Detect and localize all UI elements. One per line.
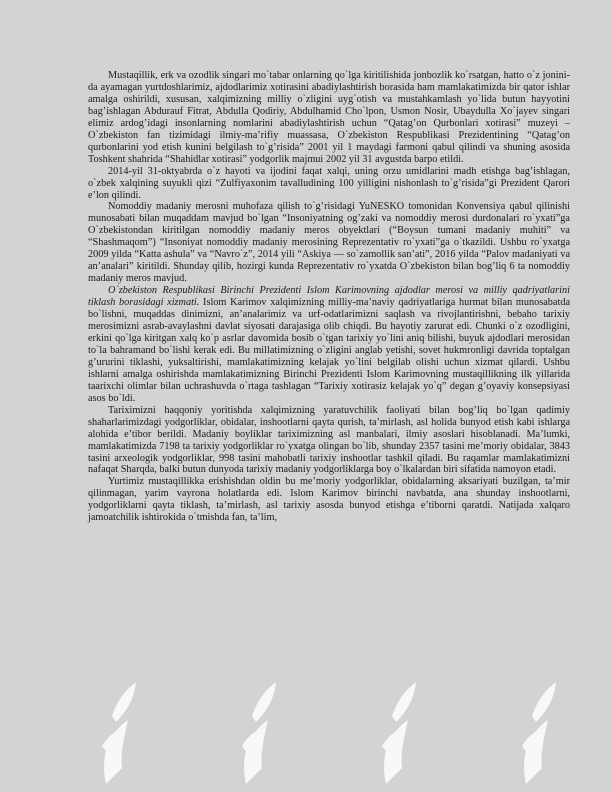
paragraph-1 (88, 70, 570, 166)
paragraph-4-text: Islom Karimov xalqimizning milliy-ma’naviy qadriyatlariga hurmat bilan munosabatda bo`lishni, muqaddas dinimizni, an’analarimiz va urf-odatlarimizni saqlash va rivojlantirishni, bebaho tarixiy merosimizni asrab-avaylashni davlat siyosati darajasiga olib chiqdi. Bu hayotiy zarurat edi. Chunki o`z ozodligini, erkini qo`lga kiritgan xalq ko`p asrlar davomida bosib o`tgan tarixiy yo`lini aniq bilishi, buyuk ajdodlari merosidan to`la bahramand bo`lishi kerak edi. Bu millatimizning o`zligini anglab yetishi, sovet hukmronligi davrida toptalgan g’ururini tiklashi, yuksaltirishi, mamlakatimizning kelajak yo`lini belgilab olishi uchun xizmat qilardi. Ushbu ishlarni amalga oshirishda mamlakatimizning Birinchi Prezidenti Islom Karimovning mustaqillikning ilk yillarida taarixchi olimlar bilan uchrashuvda o`rtaga tashlagan “Tarixiy xotirasiz kelajak yo`q” degan g’oyaviy konsepsiyasi asos bo`ldi. (88, 297, 570, 404)
body-text (88, 70, 570, 524)
paragraph-5 (88, 405, 570, 477)
paragraph-2-text: 2014-yil 31-oktyabrda o`z hayoti va ijodini faqat xalqi, uning orzu umidlarini madh etishga bag’ishlagan, o`zbek xalqining suyukli qizi “Zulfiyaxonim tavalludining 100 yilligini nishonlash to`g’risida”gi Prezident Qarori e’lon qilindi. (88, 165, 570, 201)
watermark-logo-icon (518, 676, 558, 786)
paragraph-3 (88, 201, 570, 285)
watermark-logo-icon (98, 676, 138, 786)
paragraph-6 (88, 476, 570, 524)
paragraph-5-text: Tariximizni haqqoniy yoritishda xalqimizning yaratuvchilik faoliyati bilan bog’liq bo`lgan qadimiy shaharlarimizdagi yodgorliklar, obidalar, inshootlarni qayta qurish, ta’mirlash, asl holida bunyod etish kabi ishlarga alohida e’tibor berildi. Madaniy boyliklar tariximizning asl manbalari, ilmiy asoslari hisoblanadi. Ma’lumki, mamlakatimizda 7198 ta tarixiy yodgorliklar ro`yxatga olingan bo`lib, shunday 2357 tasini me’moriy obidalar, 3843 tasini arxeologik yodgorliklar, 998 tasini mahobatli tarixiy inshootlar tashkil qiladi. Bu raqamlar mamlakatimizni nafaqat Sharqda, balki butun dunyoda tarixiy madaniy yodgorliklarga boy o`lkalardan biri sifatida namoyon etadi. (88, 404, 570, 476)
paragraph-2 (88, 166, 570, 202)
paragraph-4-italic-heading: O`zbekiston Respublikasi Birinchi Prezidenti Islom Karimovning ajdodlar merosi va milliy qadriyatlarini tiklash borasidagi xizmati. (88, 285, 570, 309)
paragraph-4 (88, 285, 570, 405)
paragraph-6-text: Yurtimiz mustaqillikka erishishdan oldin bu me’moriy yodgorliklar, obidalarning aksariyati buzilgan, ta’mir qilinmagan, yarim vayrona holatlarda edi. Islom Karimov birinchi navbatda, ana shunday inshootlarni, yodgorliklarni qayta tiklash, ta’mirlash, asl tarixiy asosda bunyod etishga e’tiborni qaratdi. Natijada xalqaro jamoatchilik ishtirokida o`tmishda fan, ta’lim, (88, 476, 570, 524)
watermark-logo-icon (238, 676, 278, 786)
paragraph-1-text: Mustaqillik, erk va ozodlik singari mo`tabar onlarning qo`lga kiritilishida jonbozlik ko`rsatgan, hatto o`z jonini-da ayamagan yurtdoshlarimiz, ajdodlarimiz xotirasini abadiylashtirish borasida ham mamlakatimizda bir qator ishlar amalga oshirildi, xususan, xalqimizning milliy o`zligini uyg`otish va mustahkamlash yo`lida butun hayyotini bag’ishlagan Abdurauf Fitrat, Abdulla Qodiriy, Abdulhamid Cho`lpon, Usmon Nosir, Ubaydulla Xo`jayev singari elimiz ardog’idagi insonlarning nomlarini abadiylashtirish uchun “Qatag’on Qurbonlari xotirasi” muzeyi – O`zbekiston fan tizimidagi ilmiy-ma’rifiy muassasa, O`zbekiston Respublikasi Prezidentining “Qatag’on qurbonlarini yod etish kunini belgilash to`g’risida” 2001 yil 1 maydagi farmoni qabul qilindi va shuning asosida Toshkent shahrida “Shahidlar xotirasi” yodgorlik majmui 2002 yil 31 avgustda barpo etildi. (88, 70, 570, 165)
paragraph-3-text: Nomoddiy madaniy merosni muhofaza qilish to`g’risidagi YuNESKO tomonidan Konvensiya qabul qilinishi munosabati bilan muqaddam mavjud bo`lgan “Insoniyatning og’zaki va nomoddiy merosi durdonalari ro`yxati”ga O`zbekistondan kiritilgan nomoddiy madaniy meros obyektlari (“Boysun tumani madaniy muhiti” va “Shashmaqom”) “Insoniyat nomoddiy madaniy merosining Reprezentativ ro`yxati”ga o`tkazildi. Ushbu ro`yxatga 2009 yilda “Katta ashula” va “Navro`z”, 2014 yili “Askiya — so`zamollik san’ati”, 2016 yilda “Palov madaniyati va an’analari” kiritildi. Shunday qilib, hozirgi kunda Reprezentativ ro`yxatda O`zbekiston bilan bog’liq 6 ta nomoddiy madaniy meros mavjud. (88, 201, 570, 285)
watermark-logo-icon (378, 676, 418, 786)
